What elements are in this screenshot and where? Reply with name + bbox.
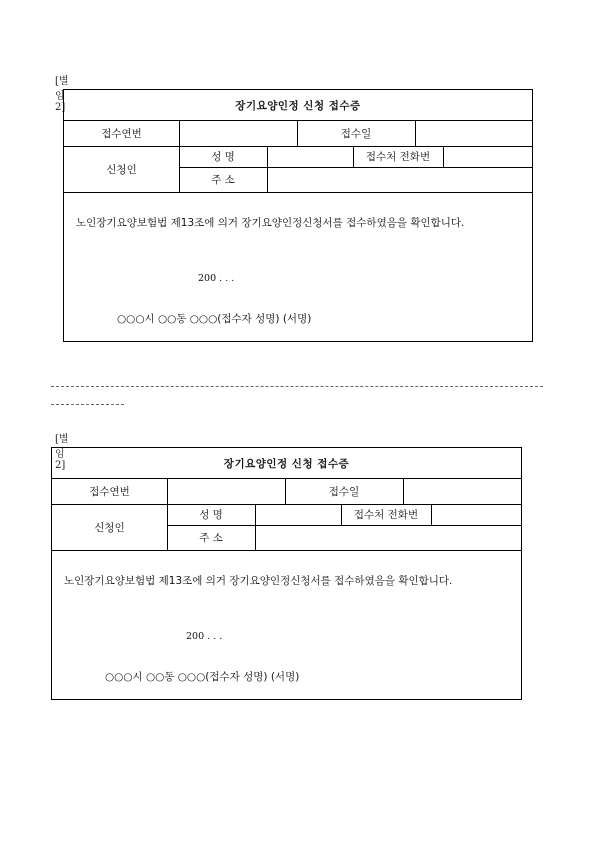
receipt-no-field[interactable] xyxy=(167,478,285,504)
name-field[interactable] xyxy=(267,146,353,167)
name-label: 성 명 xyxy=(199,509,223,521)
receipt-date-field[interactable] xyxy=(403,478,521,504)
receipt-date-label: 접수일 xyxy=(340,127,372,140)
office-phone-field[interactable] xyxy=(443,146,532,167)
address-field[interactable] xyxy=(255,525,521,550)
annex-label: [별임 2] xyxy=(55,76,69,113)
cut-line-continuation xyxy=(51,404,124,405)
office-phone-label: 접수처 전화번 xyxy=(365,151,431,163)
name-field[interactable] xyxy=(255,504,341,525)
applicant-label: 신청인 xyxy=(94,521,125,534)
receipt-date-label: 접수일 xyxy=(328,485,360,498)
address-label: 주 소 xyxy=(211,174,235,186)
address-label: 주 소 xyxy=(199,532,223,544)
cut-line xyxy=(51,386,543,387)
signature-line: ○○○시 ○○동 ○○○(접수자 성명) (서명) xyxy=(117,313,312,325)
issue-date: 200 . . . xyxy=(186,631,223,642)
address-field[interactable] xyxy=(267,167,532,192)
receipt-no-label: 접수연번 xyxy=(89,485,130,498)
receipt-table xyxy=(63,89,533,342)
signature-line: ○○○시 ○○동 ○○○(접수자 성명) (서명) xyxy=(105,671,300,683)
issue-date: 200 . . . xyxy=(198,273,235,284)
receipt-no-label: 접수연번 xyxy=(101,127,142,140)
receipt-no-field[interactable] xyxy=(179,120,297,146)
confirmation-statement: 노인장기요양보험법 제13조에 의거 장기요양인정신청서를 접수하였음을 확인합니다. xyxy=(64,575,453,587)
name-label: 성 명 xyxy=(211,151,235,163)
form-title: 장기요양인정 신청 접수증 xyxy=(223,457,350,470)
confirmation-statement: 노인장기요양보험법 제13조에 의거 장기요양인정신청서를 접수하였음을 확인합니다. xyxy=(76,217,465,229)
office-phone-label: 접수처 전화번 xyxy=(353,509,419,521)
annex-label: [별임 2] xyxy=(55,434,69,471)
applicant-label: 신청인 xyxy=(106,163,137,176)
office-phone-field[interactable] xyxy=(431,504,521,525)
receipt-date-field[interactable] xyxy=(415,120,532,146)
form-title: 장기요양인정 신청 접수증 xyxy=(235,99,361,112)
receipt-table xyxy=(51,447,522,700)
